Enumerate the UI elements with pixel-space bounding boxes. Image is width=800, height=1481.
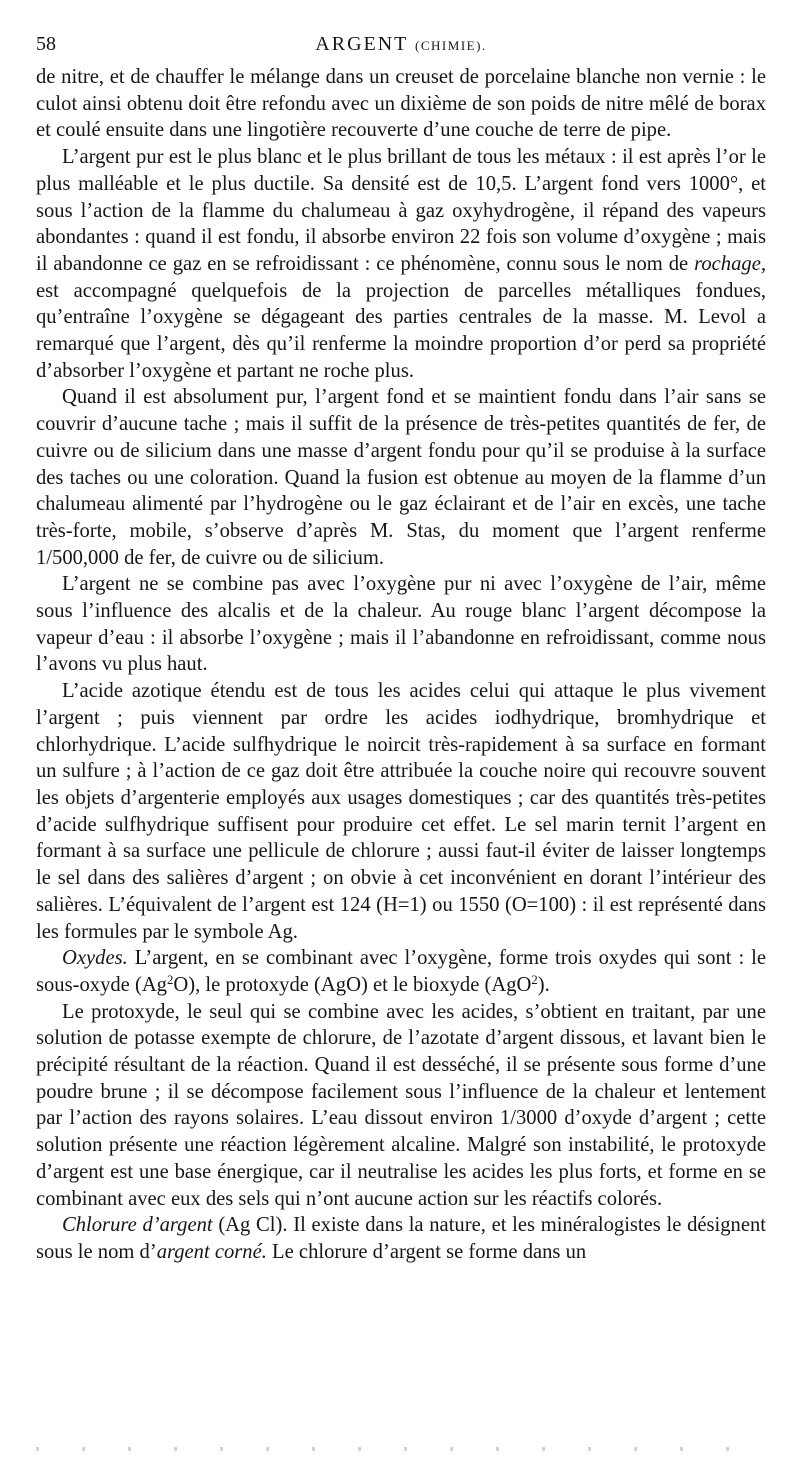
- paragraph-4: L’argent ne se combine pas avec l’oxygène pur ni avec l’oxygène de l’air, même sous l’influence des alcalis et de la chaleur. Au rouge blanc l’argent décompose la vapeur d’eau : il absorbe l’oxygène ; mais il l’abandonne en refroidissant, comme nous l’avons vu plus haut.: [36, 573, 766, 676]
- paragraph-7: Le protoxyde, le seul qui se combine avec les acides, s’obtient en traitant, par une solution de potasse exempte de chlorure, de l’azotate d’argent dissous, et lavant bien le précipité résultant de la réaction. Quand il est desséché, il se présente sous forme d’une poudre brune ; il se décompose facilement sous l’influence de la chaleur et lentement par l’action des rayons solaires. L’eau dissout environ 1/3000 d’oxyde d’argent ; cette solution présente une réaction légèrement alcaline. Malgré son instabilité, le protoxyde d’argent est une base énergique, car il neutralise les acides les plus forts, et forme en se combinant avec eux des sels qui n’ont aucune action sur les réactifs colorés.: [36, 1000, 766, 1210]
- page-header: [36, 30, 766, 58]
- paragraph-6-text-c: ).: [537, 973, 550, 996]
- page-number: 58: [36, 33, 56, 55]
- paragraph-1: de nitre, et de chauffer le mélange dans un creuset de porcelaine blanche non vernie : le culot ainsi obtenu doit être refondu avec un dixième de son poids de nitre mêlé de borax et coulé ensuite dans une lingotière recouverte d’une couche de terre de pipe.: [36, 66, 766, 142]
- heading-chlorure: Chlorure d’argent: [62, 1214, 213, 1237]
- paragraph-8-text-b: Le chlorure d’argent se forme dans un: [266, 1240, 587, 1263]
- heading-oxydes: Oxydes.: [62, 947, 128, 970]
- paragraph-6: [36, 945, 766, 998]
- term-argent-corne: argent corné.: [156, 1240, 267, 1263]
- paragraph-8: [36, 1212, 766, 1265]
- running-title-sub: (CHIMIE).: [415, 38, 487, 53]
- running-title-main: ARGENT: [315, 33, 409, 55]
- next-line-bleed-through: [36, 1447, 766, 1451]
- paragraph-6-text-b: O), le protoxyde (AgO) et le bioxyde (AgO: [173, 973, 532, 996]
- subscript-2-a: 2: [166, 972, 174, 987]
- running-title: [36, 30, 766, 60]
- paragraph-8-text-a: (Ag Cl). Il existe dans la nature, et les minéralogistes le désignent sous le nom d’: [36, 1214, 767, 1263]
- term-rochage: rochage,: [694, 252, 766, 275]
- paragraph-2: [36, 144, 766, 384]
- paragraph-2-text-a: L’argent pur est le plus blanc et le plus brillant de tous les métaux : il est après l’or le plus malléable et le plus ductile. Sa densité est de 10,5. L’argent fond vers 1000°, et sous l’action de la flamme du chalumeau à gaz oxyhydrogène, il répand des vapeurs abondantes : quand il est fondu, il absorbe environ 22 fois son volume d’oxygène ; mais il abandonne ce gaz en se refroidissant : ce phénomène, connu sous le nom de: [36, 146, 766, 275]
- paragraph-6-text-a: L’argent, en se combinant avec l’oxygène, forme trois oxydes qui sont : le sous-oxyde (Ag: [36, 947, 766, 996]
- subscript-2-b: 2: [531, 972, 538, 987]
- paragraph-2-text-b: est accompagné quelquefois de la projection de parcelles métalliques fondues, qu’entraîne l’oxygène se dégageant des parties centrales de la masse. M. Levol a remarqué que l’argent, dès qu’il renferme la moindre proportion d’or perd sa propriété d’absorber l’oxygène et partant ne roche plus.: [36, 279, 766, 382]
- paragraph-5: L’acide azotique étendu est de tous les acides celui qui attaque le plus vivement l’argent ; puis viennent par ordre les acides iodhydrique, bromhydrique et chlorhydrique. L’acide sulfhydrique le noircit très-rapidement à sa surface en formant un sulfure ; à l’action de ce gaz doit être attribuée la couche noire qui recouvre souvent les objets d’argenterie employés aux usages domestiques ; car des quantités très-petites d’acide sulfhydrique suffisent pour produire cet effet. Le sel marin ternit l’argent en formant à sa surface une pellicule de chlorure ; aussi faut-il éviter de laisser longtemps le sel dans des salières d’argent ; on obvie à cet inconvénient en dorant l’intérieur des salières. L’équivalent de l’argent est 124 (H=1) ou 1550 (O=100) : il est représenté dans les formules par le symbole Ag.: [36, 680, 766, 943]
- paragraph-3: Quand il est absolument pur, l’argent fond et se maintient fondu dans l’air sans se couvrir d’aucune tache ; mais il suffit de la présence de très-petites quantités de fer, de cuivre ou de silicium dans une masse d’argent fondu pour qu’il se produise à la surface des taches ou une coloration. Quand la fusion est obtenue au moyen de la flamme d’un chalumeau alimenté par l’hydrogène ou le gaz éclairant et de l’air en excès, une tache très-forte, mobile, s’observe d’après M. Stas, du moment que l’argent renferme 1/500,000 de fer, de cuivre ou de silicium.: [36, 386, 766, 569]
- body-text: [36, 64, 766, 1266]
